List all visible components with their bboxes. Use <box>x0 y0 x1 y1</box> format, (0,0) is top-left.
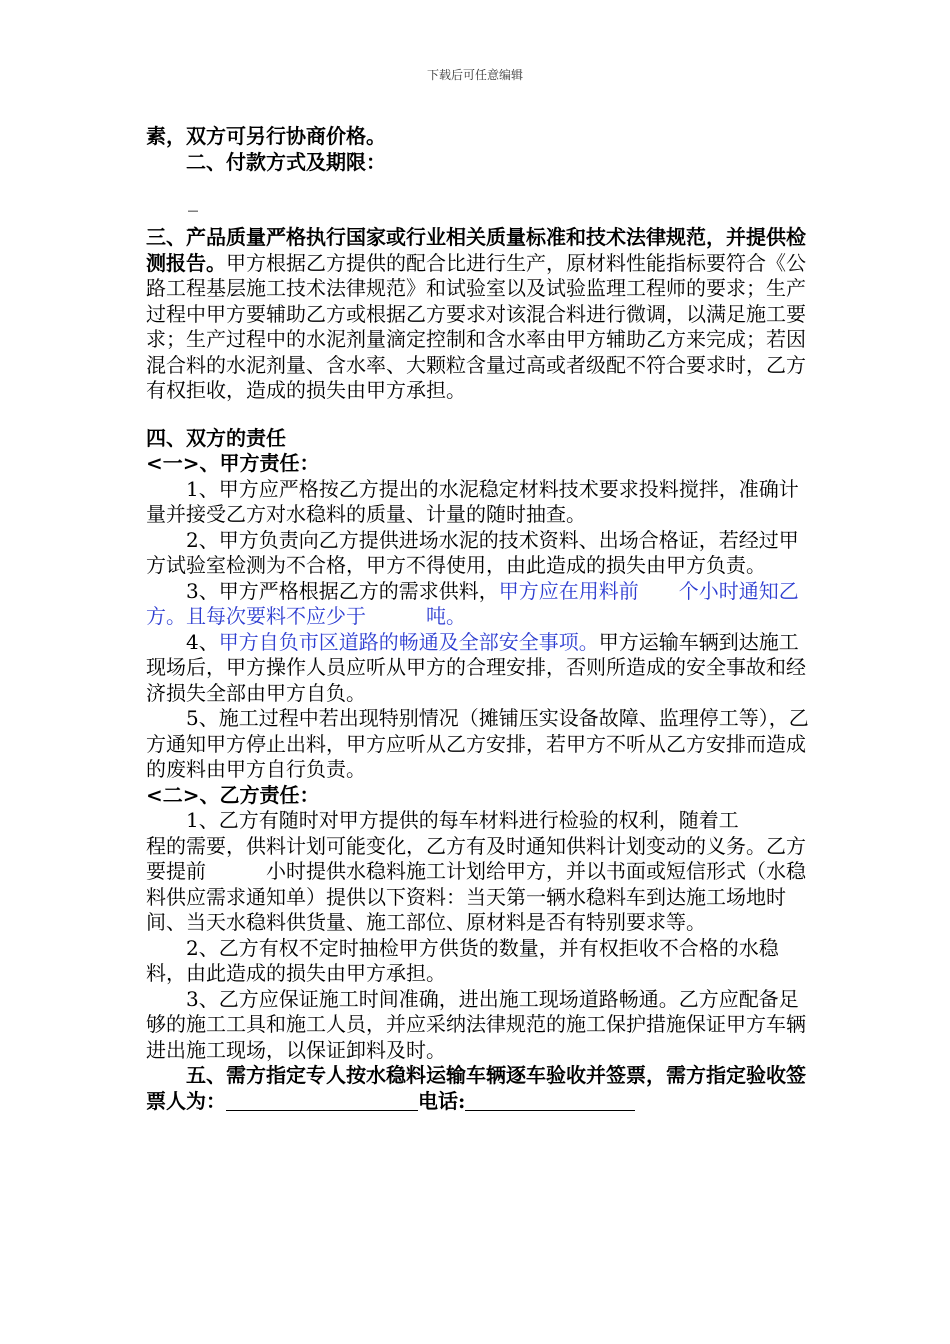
party-a-item-2: 2、甲方负责向乙方提供进场水泥的技术资料、出场合格证，若经过甲方试验室检测为不合格，甲方不得使用，由此造成的损失由甲方负责。 <box>146 527 799 577</box>
section3-heading: 三、产品质量严格执行国家或行业相关质量标准和技术法律规范，并提供检测报告。 <box>146 225 806 275</box>
party-a-item-1: 1、甲方应严格按乙方提出的水泥稳定材料技术要求投料搅拌，准确计量并接受乙方对水稳料的质量、计量的随时抽查。 <box>146 476 799 526</box>
signer-blank <box>226 1090 418 1111</box>
section1-tail: 素，双方可另行协商价格。 <box>146 124 386 148</box>
section2-heading: 二、付款方式及期限： <box>186 149 386 174</box>
party-b-item-3: 3、乙方应保证施工时间准确，进出施工现场道路畅通。乙方应配备足够的施工工具和施工人员，并应采纳法律规范的施工保护措施保证甲方车辆进出施工现场，以保证卸料及时。 <box>146 986 806 1062</box>
section3-paragraph <box>146 225 814 404</box>
document-body <box>146 124 814 1114</box>
party-a-item-5: 5、施工过程中若出现特别情况（摊铺压实设备故障、监理停工等），乙方通知甲方停止出料，甲方应听从乙方安排，若甲方不听从乙方安排而造成的废料由甲方自行负责。 <box>146 706 809 781</box>
payment-blank-1: _ <box>188 188 198 212</box>
party-b-item-1-line1: 1、乙方有随时对甲方提供的每车材料进行检验的权利，随着工 <box>186 808 739 832</box>
party-a-item-3-highlight: 甲方应在用料前 个小时通知乙方。且每次要料不应少于 吨。 <box>146 578 799 628</box>
party-b-item-2: 2、乙方有权不定时抽检甲方供货的数量，并有权拒收不合格的水稳料，由此造成的损失由甲方承担。 <box>146 935 779 985</box>
section5-paragraph <box>146 1063 814 1114</box>
party-a-item-3-text: 3、甲方严格根据乙方的需求供料， <box>186 578 499 603</box>
party-a-item-4-highlight: 甲方自负市区道路的畅通及全部安全事项。 <box>218 629 599 654</box>
section4-heading: 四、双方的责任 <box>146 425 286 450</box>
party-a-item-4-text: 甲方运输车辆到达施工现场后，甲方操作人员应听从甲方的合理安排，否则所造成的安全事故和经济损失全部由甲方自负。 <box>146 629 806 705</box>
party-a-item-4-number: 4、 <box>186 629 219 654</box>
section5-text: 五、需方指定专人按水稳料运输车辆逐车验收并签票，需方指定验收签票人为： <box>146 1063 806 1113</box>
party-a-item-4 <box>146 630 814 707</box>
phone-blank <box>465 1090 635 1111</box>
page-header: 下载后可任意编辑 <box>426 68 523 82</box>
phone-label: 电话: <box>418 1088 466 1113</box>
section3-body: 甲方根据乙方提供的配合比进行生产，原材料性能指标要符合《公路工程基层施工技术法律规范》和试验室以及试验监理工程师的要求；生产过程中甲方要辅助乙方或根据乙方要求对该混合料进行微调，以满足施工要求；生产过程中的水泥剂量滴定控制和含水率由甲方辅助乙方来完成；若因混合料的水泥剂量、含水率、大颗粒含量过高或者级配不符合要求时，乙方有权拒收，造成的损失由甲方承担。 <box>146 250 806 402</box>
party-a-item-3 <box>146 579 814 630</box>
payment-blank-2: _ <box>188 206 198 230</box>
party-b-item-1-rest: 程的需要，供料计划可能变化，乙方有及时通知供料计划变动的义务。乙方要提前 小时提供水稳料施工计划给甲方，并以书面或短信形式（水稳料供应需求通知单）提供以下资料：当天第一辆水稳料车到达施工场地时间、当天水稳料供货量、施工部位、原材料是否有特别要求等。 <box>146 833 806 934</box>
party-a-heading: <一>、甲方责任： <box>146 451 320 475</box>
party-b-heading: <二>、乙方责任： <box>146 782 320 807</box>
